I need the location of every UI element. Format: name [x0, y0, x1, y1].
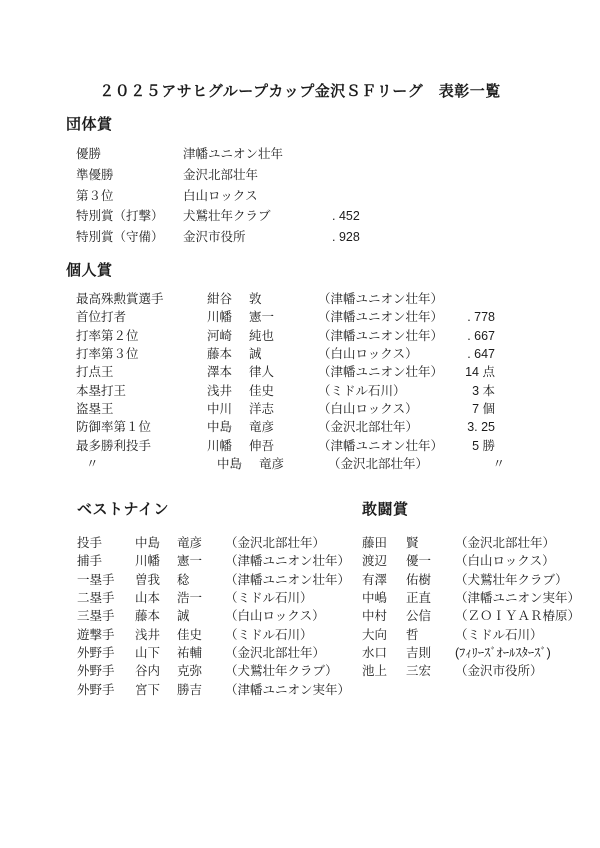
individual-award-row — [76, 327, 556, 345]
player-team: (ﾌｨﾘｰｽﾞｵｰﾙｽﾀｰｽﾞ) — [455, 646, 551, 661]
position-label: 一塁手 — [77, 572, 115, 587]
player-team: （ＺＯＩＹＡＲ椿原） — [455, 609, 581, 624]
individual-award-row — [76, 455, 556, 473]
award-value — [332, 165, 402, 186]
award-label: 打点王 — [76, 365, 114, 380]
best-nine-table — [77, 534, 359, 699]
award-label: 打率第３位 — [76, 347, 139, 362]
player-surname: 宮下 — [135, 682, 161, 697]
award-value: . 667 — [467, 328, 495, 343]
team-award-row — [76, 165, 556, 186]
player-surname: 中嶋 — [362, 591, 388, 606]
award-label: 準優勝 — [76, 167, 114, 182]
player-given-name: 賢 — [406, 536, 419, 550]
player-team: （金沢北部壮年） — [225, 536, 326, 550]
player-given-name: 勝吉 — [177, 682, 203, 697]
player-given-name: 敦 — [249, 292, 262, 306]
individual-award-row — [76, 308, 556, 326]
best-nine-row — [77, 662, 359, 680]
player-surname: 中島 — [207, 420, 233, 435]
player-given-name: 祐輔 — [177, 646, 203, 661]
position-label: 外野手 — [77, 646, 115, 661]
player-team: （津幡ユニオン壮年） — [225, 572, 351, 587]
individual-award-row — [76, 382, 556, 400]
player-surname: 渡辺 — [362, 554, 388, 569]
fighting-spirit-row — [362, 607, 592, 625]
player-team: （金沢市役所） — [455, 664, 543, 679]
player-surname: 川幡 — [207, 310, 233, 325]
award-value: 5 勝 — [472, 438, 495, 453]
award-value: . 452 — [332, 209, 360, 224]
team-name: 白山ロックス — [183, 188, 258, 203]
best-nine-section — [77, 498, 359, 699]
player-given-name: 三宏 — [406, 664, 432, 679]
section-heading-best-nine: ベストナイン — [77, 501, 169, 518]
player-given-name: 竜彦 — [259, 457, 285, 472]
best-nine-row — [77, 626, 359, 644]
award-label: 最高殊勲賞選手 — [76, 292, 164, 306]
player-given-name: 哲 — [406, 627, 419, 642]
player-given-name: 優一 — [406, 554, 432, 569]
award-label: 優勝 — [76, 147, 102, 161]
player-surname: 曽我 — [135, 572, 161, 587]
award-value: 3. 25 — [467, 420, 495, 435]
player-given-name: 竜彦 — [249, 420, 275, 435]
fighting-spirit-table — [362, 534, 592, 681]
award-value — [332, 186, 402, 207]
player-team: （白山ロックス） — [455, 554, 555, 569]
player-team: （白山ロックス） — [318, 402, 418, 417]
individual-award-row — [76, 400, 556, 418]
section-heading-team-awards: 団体賞 — [66, 116, 113, 133]
award-label: 第３位 — [76, 188, 114, 203]
team-award-row — [76, 144, 556, 165]
award-value: 7 個 — [472, 402, 495, 417]
player-surname: 藤本 — [135, 609, 161, 624]
position-label: 捕手 — [77, 554, 103, 569]
player-given-name: 公信 — [406, 609, 432, 624]
fighting-spirit-row — [362, 662, 592, 680]
player-team: （津幡ユニオン壮年） — [225, 554, 351, 569]
fighting-spirit-row — [362, 552, 592, 570]
player-surname: 中島 — [135, 536, 161, 550]
player-surname: 水口 — [362, 646, 388, 661]
team-awards-table — [76, 144, 556, 248]
player-surname: 浅井 — [135, 627, 161, 642]
player-surname: 川幡 — [207, 438, 233, 453]
player-surname: 有澤 — [362, 572, 388, 587]
player-team: （津幡ユニオン壮年） — [318, 365, 444, 380]
team-award-row — [76, 206, 556, 227]
team-name: 犬鷲壮年クラブ — [183, 209, 271, 224]
player-team: （金沢北部壮年） — [455, 536, 556, 550]
player-surname: 澤本 — [207, 365, 233, 380]
fighting-spirit-row — [362, 626, 592, 644]
award-label: 最多勝利投手 — [76, 438, 152, 453]
award-value: 3 本 — [472, 383, 495, 398]
player-surname: 池上 — [362, 664, 388, 679]
award-label: 防御率第１位 — [76, 420, 152, 435]
player-given-name: 浩一 — [177, 591, 203, 606]
individual-awards-table — [76, 290, 556, 473]
fighting-spirit-row — [362, 534, 592, 552]
award-value: 14 点 — [465, 365, 495, 380]
fighting-spirit-section — [362, 498, 592, 681]
player-surname: 中川 — [207, 402, 233, 417]
award-value — [332, 144, 402, 165]
award-value — [461, 290, 495, 308]
award-value: 〃 — [492, 457, 505, 472]
team-award-row — [76, 186, 556, 207]
team-award-row — [76, 227, 556, 248]
player-given-name: 正直 — [406, 591, 432, 606]
player-given-name: 律人 — [249, 365, 275, 380]
player-surname: 山本 — [135, 591, 161, 606]
player-team: （ミドル石川） — [318, 383, 406, 398]
player-team: （津幡ユニオン実年） — [225, 682, 351, 697]
position-label: 外野手 — [77, 664, 115, 679]
player-surname: 谷内 — [135, 664, 161, 679]
player-surname: 藤田 — [362, 536, 388, 550]
best-nine-row — [77, 589, 359, 607]
award-value: . 647 — [467, 347, 495, 362]
player-team: （津幡ユニオン壮年） — [318, 292, 444, 306]
individual-award-row — [76, 363, 556, 381]
player-team: （金沢北部壮年） — [225, 646, 326, 661]
award-label: 打率第２位 — [76, 328, 139, 343]
page-title: ２０２５アサヒグループカップ金沢ＳＦリーグ 表彰一覧 — [99, 83, 501, 100]
player-surname: 中村 — [362, 609, 388, 624]
player-team: （白山ロックス） — [318, 347, 418, 362]
fighting-spirit-row — [362, 571, 592, 589]
player-given-name: 誠 — [249, 347, 262, 362]
player-team: （ミドル石川） — [455, 627, 543, 642]
player-surname: 藤本 — [207, 347, 233, 362]
player-team: （犬鷲壮年クラブ） — [225, 664, 338, 679]
player-team: （津幡ユニオン壮年） — [318, 328, 444, 343]
player-surname: 大向 — [362, 627, 388, 642]
player-surname: 浅井 — [207, 383, 233, 398]
best-nine-row — [77, 571, 359, 589]
fighting-spirit-row — [362, 644, 592, 662]
individual-award-row — [76, 345, 556, 363]
best-nine-row — [77, 552, 359, 570]
player-team: （金沢北部壮年） — [318, 420, 419, 435]
award-label: 〃 — [86, 457, 99, 472]
position-label: 二塁手 — [77, 591, 115, 606]
player-team: （ミドル石川） — [225, 591, 313, 606]
individual-award-row — [76, 418, 556, 436]
best-nine-row — [77, 681, 359, 699]
player-given-name: 佳史 — [177, 627, 203, 642]
team-name: 金沢市役所 — [183, 230, 246, 245]
player-team: （津幡ユニオン実年） — [455, 591, 581, 606]
position-label: 外野手 — [77, 682, 115, 697]
individual-award-row — [76, 290, 556, 308]
position-label: 投手 — [77, 536, 103, 550]
player-given-name: 竜彦 — [177, 536, 203, 550]
player-team: （ミドル石川） — [225, 627, 313, 642]
player-team: （犬鷲壮年クラブ） — [455, 572, 568, 587]
player-given-name: 誠 — [177, 609, 190, 624]
team-name: 津幡ユニオン壮年 — [183, 147, 284, 161]
player-given-name: 克弥 — [177, 664, 203, 679]
award-label: 特別賞（守備） — [76, 230, 164, 245]
player-surname: 中島 — [217, 457, 243, 472]
best-nine-row — [77, 607, 359, 625]
player-given-name: 洋志 — [249, 402, 275, 417]
award-label: 首位打者 — [76, 310, 127, 325]
player-given-name: 吉則 — [406, 646, 432, 661]
fighting-spirit-row — [362, 589, 592, 607]
award-label: 盗塁王 — [76, 402, 114, 417]
player-team: （金沢北部壮年） — [328, 457, 429, 472]
player-team: （津幡ユニオン壮年） — [318, 310, 444, 325]
section-heading-individual-awards: 個人賞 — [66, 262, 113, 279]
player-given-name: 憲一 — [177, 554, 203, 569]
position-label: 遊撃手 — [77, 627, 115, 642]
team-name: 金沢北部壮年 — [183, 167, 259, 182]
player-given-name: 佑樹 — [406, 572, 432, 587]
player-team: （津幡ユニオン壮年） — [318, 438, 444, 453]
player-surname: 紺谷 — [207, 292, 233, 306]
best-nine-row — [77, 644, 359, 662]
player-given-name: 伸吾 — [249, 438, 275, 453]
player-surname: 山下 — [135, 646, 161, 661]
individual-award-row — [76, 437, 556, 455]
award-value: . 928 — [332, 230, 360, 245]
player-surname: 河崎 — [207, 328, 233, 343]
position-label: 三塁手 — [77, 609, 115, 624]
player-given-name: 稔 — [177, 572, 190, 587]
player-given-name: 憲一 — [249, 310, 275, 325]
award-label: 本塁打王 — [76, 383, 127, 398]
player-given-name: 純也 — [249, 328, 275, 343]
player-surname: 川幡 — [135, 554, 161, 569]
award-value: . 778 — [467, 310, 495, 325]
section-heading-fighting-spirit: 敢闘賞 — [362, 501, 409, 518]
player-given-name: 佳史 — [249, 383, 275, 398]
best-nine-row — [77, 534, 359, 552]
player-team: （白山ロックス） — [225, 609, 325, 624]
award-label: 特別賞（打撃） — [76, 209, 164, 224]
